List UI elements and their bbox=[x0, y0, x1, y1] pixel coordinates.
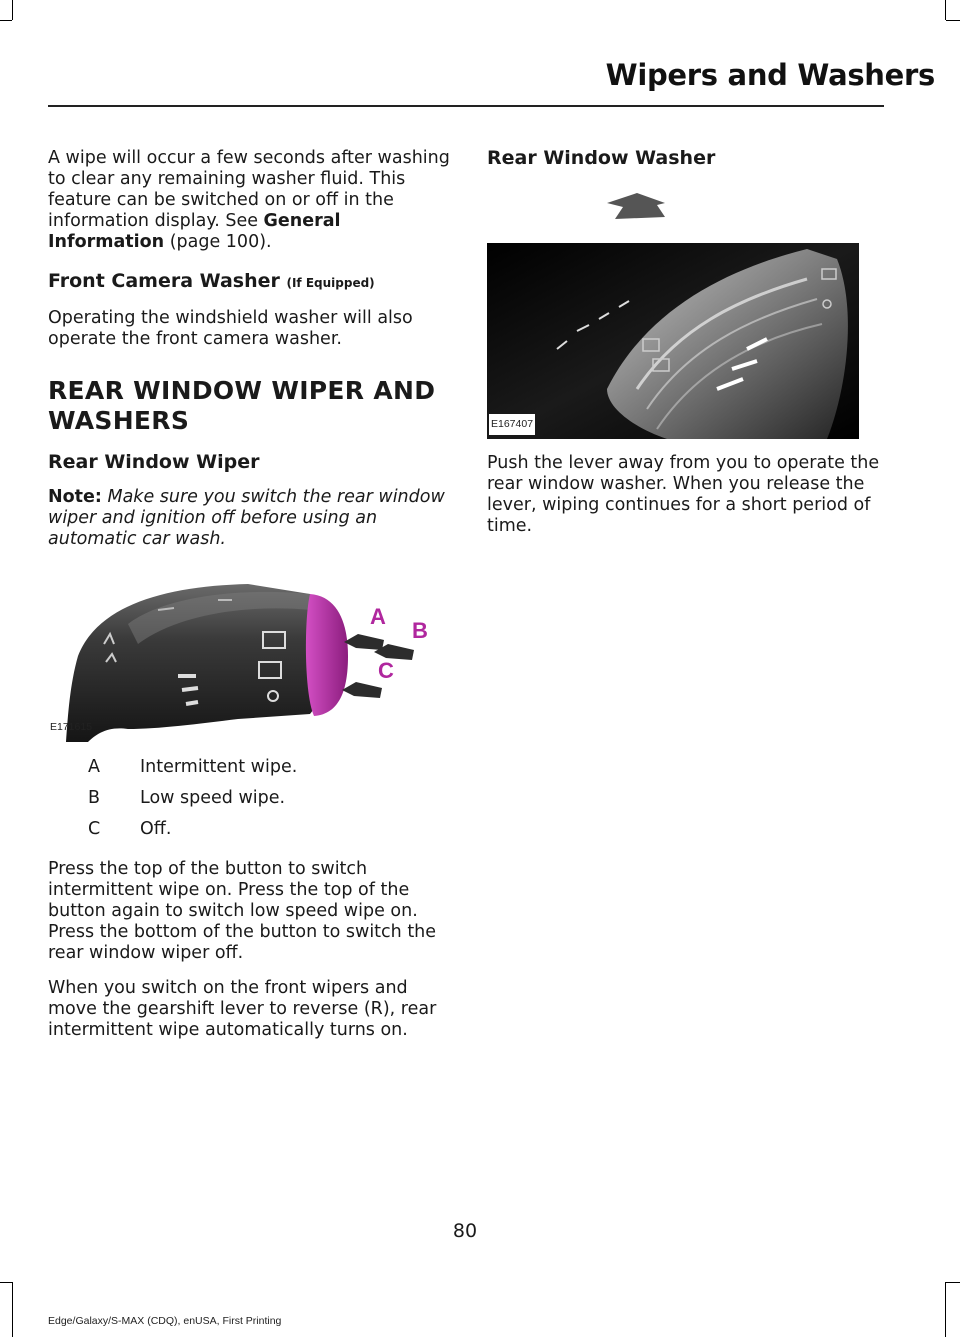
legend-key: C bbox=[88, 819, 101, 839]
note-label: Note: bbox=[48, 487, 102, 507]
wiper-switch-illustration bbox=[48, 564, 448, 742]
crop-mark bbox=[946, 20, 960, 21]
rear-wiper-paragraph-1: Press the top of the button to switch intermittent wipe on. Press the top of the button again to switch low speed wipe on. Press the bottom of the button to switch the rear window wiper off. bbox=[48, 859, 437, 963]
legend-key: B bbox=[88, 788, 101, 808]
crop-mark bbox=[12, 1282, 13, 1337]
rear-washer-text: Push the lever away from you to operate the rear window washer. When you release the lever, wiping continues for a short period of time. bbox=[487, 453, 880, 536]
rear-wiper-heading: Rear Window Wiper bbox=[48, 451, 260, 473]
section-heading-line1: REAR WINDOW WIPER AND bbox=[48, 376, 436, 405]
legend-value: Intermittent wipe. bbox=[140, 757, 298, 777]
section-heading-line2: WASHERS bbox=[48, 406, 190, 435]
intro-paragraph bbox=[48, 148, 452, 253]
crop-mark bbox=[945, 1282, 946, 1337]
section-heading bbox=[48, 376, 452, 436]
callout-c: C bbox=[378, 658, 394, 683]
figure-id: E171615 bbox=[50, 721, 93, 733]
front-camera-heading-text: Front Camera Washer bbox=[48, 270, 280, 292]
legend-value: Off. bbox=[140, 819, 172, 839]
crop-mark bbox=[0, 1282, 12, 1283]
legend-row bbox=[48, 783, 452, 814]
if-equipped-qualifier: (If Equipped) bbox=[286, 276, 375, 290]
intro-page-ref: (page 100). bbox=[164, 232, 272, 252]
intro-text: A wipe will occur a few seconds after washing to clear any remaining washer fluid. This feature can be switched on or off in the information display. See bbox=[48, 148, 450, 231]
page-number: 80 bbox=[452, 1220, 478, 1242]
legend-value: Low speed wipe. bbox=[140, 788, 286, 808]
footer-text: Edge/Galaxy/S-MAX (CDQ), enUSA, First Printing bbox=[48, 1315, 282, 1327]
rear-washer-heading: Rear Window Washer bbox=[487, 147, 716, 169]
header-rule bbox=[48, 105, 884, 107]
front-camera-heading bbox=[48, 271, 452, 294]
legend-row bbox=[48, 814, 452, 845]
front-camera-text: Operating the windshield washer will also operate the front camera washer. bbox=[48, 308, 413, 349]
callout-a: A bbox=[370, 604, 386, 629]
figure-id: E167407 bbox=[489, 414, 535, 435]
general-information-link[interactable]: General Information bbox=[48, 211, 341, 252]
note-text: Make sure you switch the rear window wiper and ignition off before using an automatic car wash. bbox=[48, 487, 445, 549]
crop-mark bbox=[945, 0, 946, 20]
rear-washer-illustration bbox=[487, 189, 887, 439]
right-column bbox=[487, 148, 887, 551]
page-header-title: Wipers and Washers bbox=[605, 58, 935, 92]
rear-wiper-paragraph-2: When you switch on the front wipers and move the gearshift lever to reverse (R), rear intermittent wipe automatically turns on. bbox=[48, 978, 437, 1040]
left-column bbox=[48, 148, 452, 1055]
legend-list bbox=[48, 752, 452, 845]
note-paragraph bbox=[48, 487, 452, 550]
crop-mark bbox=[12, 0, 13, 20]
wiper-switch-figure bbox=[48, 564, 448, 742]
crop-mark bbox=[0, 20, 12, 21]
crop-mark bbox=[946, 1282, 960, 1283]
legend-row bbox=[48, 752, 452, 783]
rear-washer-figure bbox=[487, 189, 887, 449]
callout-b: B bbox=[412, 618, 428, 643]
legend-key: A bbox=[88, 757, 100, 777]
